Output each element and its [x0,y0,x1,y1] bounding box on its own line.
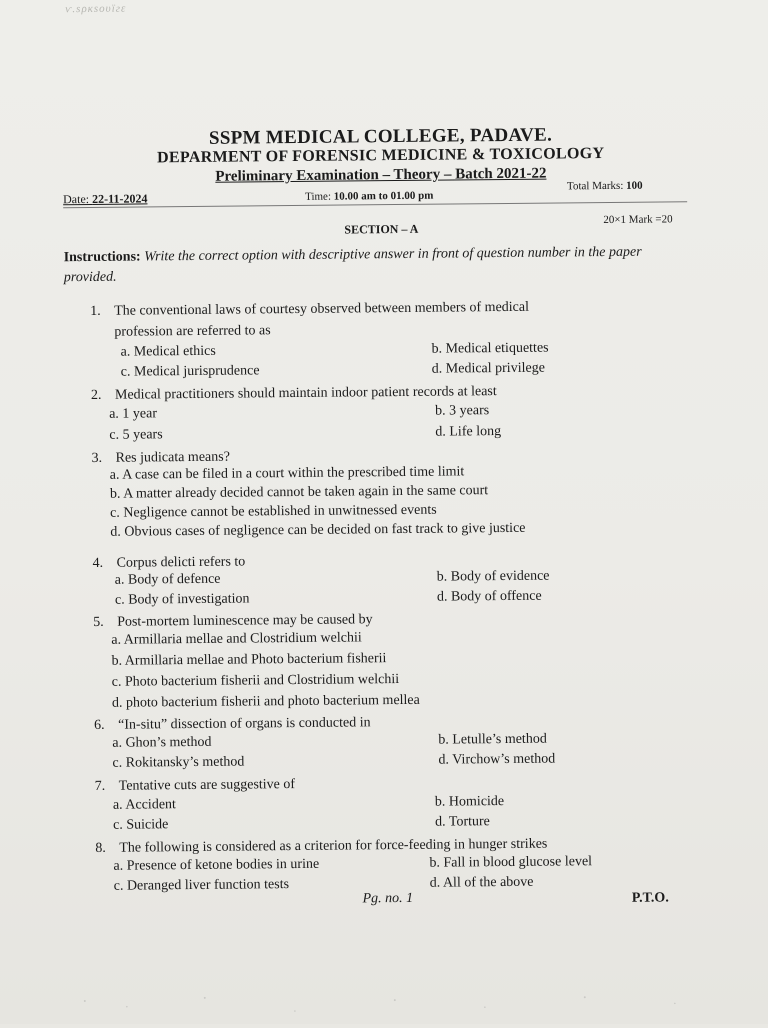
option-d: d. All of the above [429,874,534,891]
option-c: c. Suicide [113,817,169,833]
instructions-text: Write the correct option with descriptive answer in front of question number in the paper provided. [63,244,642,286]
option-b: b. Fall in blood glucose level [429,854,593,871]
exam-title: Preliminary Examination – Theory – Batch 2021-22 [215,165,547,185]
exam-date [63,191,147,207]
section-title: SECTION – A [344,221,419,237]
option-d: d. Obvious cases of negligence can be decided on fast track to give justice [110,520,526,540]
option-d: d. Medical privilege [431,360,545,377]
question-number: 1. [90,303,101,319]
option-a: a. A case can be filed in a court within the prescribed time limit [109,464,465,483]
exam-time [305,190,433,203]
question-number: 7. [94,778,106,794]
question-text: The following is considered as a criterion for force-feeding in hunger strikes [119,836,548,856]
total-marks-label: Total Marks: [566,179,627,193]
please-turn-over: P.T.O. [631,890,669,906]
option-a: a. Body of defence [114,571,221,588]
date-value: 22-11-2024 [92,191,148,206]
option-b: b. 3 years [435,403,490,419]
option-a: a. Ghon’s method [112,734,212,751]
option-c: c. Body of investigation [114,591,250,608]
header-divider [63,201,687,208]
option-b: b. Armillaria mellae and Photo bacterium fisherii [111,651,387,669]
question-text: “In-situ” dissection of organs is conducted in [118,715,371,733]
option-d: d. Torture [435,814,490,830]
question-text: Res judicata means? [115,449,230,466]
total-marks-value: 100 [626,179,643,192]
time-value: 10.00 am to 01.00 pm [333,189,434,203]
top-smudge-text: ѵ.ѕρкѕоυїгε [65,2,127,16]
option-d: d. Body of offence [436,588,542,605]
question-text: Medical practitioners should maintain indoor patient records at least [114,384,497,403]
question-number: 2. [90,387,102,403]
option-a: a. 1 year [109,406,158,422]
option-b: b. A matter already decided cannot be taken again in the same court [109,483,489,502]
date-label: Date: [63,191,93,207]
option-a: a. Accident [112,797,176,813]
question-number: 4. [92,555,104,571]
option-b: b. Body of evidence [436,568,550,585]
option-d: d. Virchow’s method [438,751,556,768]
page-number: Pg. no. 1 [362,890,414,907]
option-d: d. Life long [435,424,502,440]
instructions [64,242,694,288]
option-b: b. Letulle’s method [438,731,547,748]
option-a: a. Armillaria mellae and Clostridium welchii [111,630,362,648]
question-number: 6. [94,717,105,733]
question-text: The conventional laws of courtesy observed between members of medical [114,299,530,319]
option-c: c. Rokitansky’s method [112,754,245,771]
question-text: Corpus delicti refers to [116,554,246,571]
time-label: Time: [305,190,334,203]
question-text: profession are referred to as [114,323,271,340]
section-marks: 20×1 Mark =20 [603,213,673,227]
college-name: SSPM MEDICAL COLLEGE, PADAVE. [208,124,553,149]
option-b: b. Medical etiquettes [431,340,549,357]
option-c: c. Photo bacterium fisherii and Clostridium welchii [111,672,400,690]
question-text: Post-mortem luminescence may be caused by [117,612,373,630]
question-number: 8. [95,840,106,856]
question-text: Tentative cuts are suggestive of [118,777,296,794]
option-b: b. Homicide [434,794,505,810]
option-c: c. Medical jurisprudence [120,363,260,380]
option-c: c. 5 years [109,427,163,443]
question-number: 3. [91,450,103,466]
paper-speckle [65,987,725,1023]
option-c: c. Negligence cannot be established in unwitnessed events [110,502,437,521]
department-name: DEPARMENT OF FORENSIC MEDICINE & TOXICOLOGY [157,145,605,167]
instructions-label: Instructions: [63,249,141,266]
option-a: a. Presence of ketone bodies in urine [113,856,320,874]
total-marks [567,180,643,193]
option-d: d. photo bacterium fisherii and photo bacterium mellea [111,692,420,711]
question-number: 5. [93,614,104,630]
option-a: a. Medical ethics [120,343,216,360]
option-c: c. Deranged liver function tests [113,877,290,894]
